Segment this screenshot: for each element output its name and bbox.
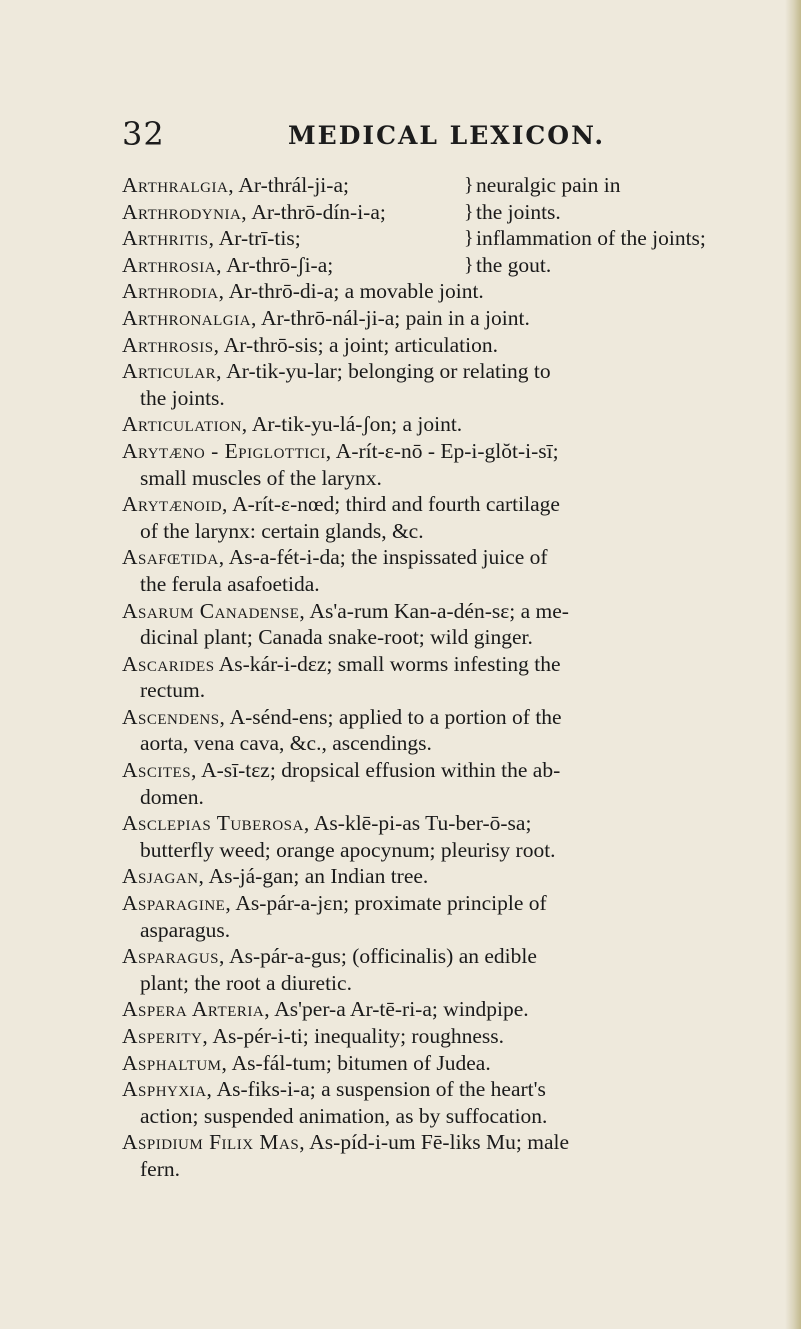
entry-text: asparagus. <box>140 917 231 942</box>
shared-definition: inflammation of the joints; <box>476 226 706 251</box>
entry-continuation-line <box>122 970 722 997</box>
entry-line <box>122 358 722 385</box>
grouping-brace: } <box>464 253 474 276</box>
entry-headword: Asperity, <box>122 1024 209 1048</box>
entry-line <box>122 1023 722 1050</box>
entry-text: A-rít-ε-nō - Ep-i-glŏt-i-sī; <box>331 438 559 463</box>
entry-text: As-klē-pi-as Tu-ber-ō-sa; <box>309 811 532 836</box>
entry-text: of the larynx: certain glands, &c. <box>140 518 424 543</box>
grouped-entry-row <box>122 172 722 199</box>
entry-headword: Arthrodia, <box>122 279 225 304</box>
entry-pronunciation: Ar-thrō-dín-i-a; <box>247 199 386 224</box>
entry-headword: Asarum Canadense, <box>122 598 306 623</box>
entry-line <box>122 757 722 784</box>
entry-headword: Arytænoid, <box>122 492 228 517</box>
entry-headword: Arytæno - Epiglottici, <box>122 438 332 463</box>
entry-headword: Asclepias Tuberosa, <box>122 811 310 836</box>
entry-text: As-pár-a-jεn; proximate principle of <box>231 891 547 916</box>
entry-text: A-sī-tεz; dropsical effusion within the ab- <box>196 758 561 783</box>
entry-line <box>122 704 722 731</box>
entry-headword: Asparagus, <box>122 944 225 969</box>
lexicon-entries <box>122 172 722 1183</box>
entry-text: A-rít-ε-nœd; third and fourth cartilage <box>227 492 560 517</box>
shared-definition: the joints. <box>476 199 561 224</box>
entry-term <box>122 172 464 199</box>
entry-continuation-line <box>122 677 722 704</box>
entry-continuation-line <box>122 784 722 811</box>
entry-line <box>122 943 722 970</box>
entry-text: As-píd-i-um Fē-liks Mu; male <box>305 1130 570 1155</box>
entry-text: rectum. <box>140 678 206 703</box>
entry-line <box>122 651 722 678</box>
entry-text: fern. <box>140 1156 180 1181</box>
entry-text: small muscles of the larynx. <box>140 465 382 490</box>
grouped-entry-row <box>122 199 722 226</box>
entry-text: As-fiks-i-a; a suspension of the heart's <box>212 1077 546 1102</box>
entry-headword: Arthrosia, <box>122 252 223 277</box>
entry-term <box>122 199 464 226</box>
entry-line <box>122 544 722 571</box>
entry-text: As-kár-i-dεz; small worms infesting the <box>214 651 561 676</box>
entry-continuation-line <box>122 385 722 412</box>
entry-line <box>122 810 722 837</box>
entry-text: As-fál-tum; bitumen of Judea. <box>227 1050 491 1075</box>
entry-headword: Asphaltum, <box>122 1050 228 1075</box>
entry-line <box>122 1076 722 1103</box>
page-header <box>122 114 682 160</box>
entry-line <box>122 1129 722 1156</box>
entry-text: As-pér-i-ti; inequality; roughness. <box>208 1024 504 1048</box>
entry-continuation-line <box>122 1156 722 1183</box>
entry-line <box>122 411 722 438</box>
entry-text: As-pár-a-gus; (officinalis) an edible <box>224 944 537 969</box>
entry-headword: Articulation, <box>122 412 248 437</box>
entry-text: As-já-gan; an Indian tree. <box>204 864 429 889</box>
entry-continuation-line <box>122 1103 722 1130</box>
entry-headword: Ascendens, <box>122 704 226 729</box>
entry-text: Ar-thrō-di-a; a movable joint. <box>224 279 484 304</box>
entry-continuation-line <box>122 624 722 651</box>
entry-text: A-sénd-ens; applied to a portion of the <box>225 704 562 729</box>
entry-headword: Asphyxia, <box>122 1077 213 1102</box>
entry-pronunciation: Ar-trī-tis; <box>214 226 301 251</box>
entry-text: dicinal plant; Canada snake-root; wild ginger. <box>140 625 533 650</box>
entry-headword: Articular, <box>122 359 223 384</box>
entry-text: Ar-tik-yu-lá-ʃon; a joint. <box>247 412 463 437</box>
entry-text: the ferula asafoetida. <box>140 571 320 596</box>
entry-headword: Asafœtida, <box>122 545 225 570</box>
page-number: 32 <box>122 115 165 153</box>
entry-pronunciation: Ar-thrō-ʃi-a; <box>222 252 334 277</box>
shared-definition: the gout. <box>476 252 552 277</box>
entry-term <box>122 225 464 252</box>
grouped-entry-row <box>122 225 722 252</box>
entry-headword: Aspera Arteria, <box>122 997 271 1022</box>
entry-text: aorta, vena cava, &c., ascendings. <box>140 731 432 756</box>
entry-line <box>122 305 722 332</box>
entry-headword: Arthrodynia, <box>122 199 248 224</box>
entry-continuation-line <box>122 518 722 545</box>
entry-line <box>122 890 722 917</box>
entry-headword: Asjagan, <box>122 864 205 889</box>
entry-pronunciation: Ar-thrál-ji-a; <box>234 173 349 197</box>
entry-text: As'a-rum Kan-a-dén-sε; a me- <box>305 598 569 623</box>
entry-line <box>122 598 722 625</box>
entry-headword: Arthralgia, <box>122 173 235 197</box>
entry-text: As-a-fét-i-da; the inspissated juice of <box>224 545 548 570</box>
entry-line <box>122 996 722 1023</box>
entry-line <box>122 1050 722 1077</box>
grouping-brace: } <box>464 174 474 196</box>
entry-text: plant; the root a diuretic. <box>140 970 352 995</box>
entry-continuation-line <box>122 465 722 492</box>
entry-text: As'per-a Ar-tē-ri-a; windpipe. <box>270 997 529 1022</box>
entry-headword: Asparagine, <box>122 891 232 916</box>
entry-continuation-line <box>122 917 722 944</box>
shared-definition: neuralgic pain in <box>476 173 621 197</box>
entry-headword: Ascarides <box>122 651 215 676</box>
entry-text: Ar-thrō-nál-ji-a; pain in a joint. <box>256 305 530 330</box>
entry-headword: Aspidium Filix Mas, <box>122 1130 306 1155</box>
grouping-brace: } <box>464 227 474 250</box>
entry-text: butterfly weed; orange apocynum; pleurisy root. <box>140 837 556 862</box>
entry-line <box>122 863 722 890</box>
entry-headword: Arthronalgia, <box>122 305 257 330</box>
entry-text: Ar-thrō-sis; a joint; articulation. <box>219 332 498 357</box>
entry-headword: Ascites, <box>122 758 197 783</box>
entry-continuation-line <box>122 730 722 757</box>
entry-line <box>122 332 722 359</box>
entry-text: the joints. <box>140 385 225 410</box>
grouping-brace: } <box>464 200 474 223</box>
entry-continuation-line <box>122 571 722 598</box>
entry-text: Ar-tik-yu-lar; belonging or relating to <box>222 359 551 384</box>
entry-headword: Arthritis, <box>122 226 215 251</box>
running-title: MEDICAL LEXICON. <box>288 121 606 150</box>
entry-line <box>122 491 722 518</box>
entry-continuation-line <box>122 837 722 864</box>
grouped-entry-row <box>122 252 722 279</box>
entry-term <box>122 252 464 279</box>
entry-line <box>122 278 722 305</box>
entry-text: domen. <box>140 784 204 809</box>
entry-text: action; suspended animation, as by suffocation. <box>140 1103 548 1128</box>
entry-line <box>122 438 722 465</box>
entry-headword: Arthrosis, <box>122 332 220 357</box>
page-binding-edge <box>785 0 801 1329</box>
